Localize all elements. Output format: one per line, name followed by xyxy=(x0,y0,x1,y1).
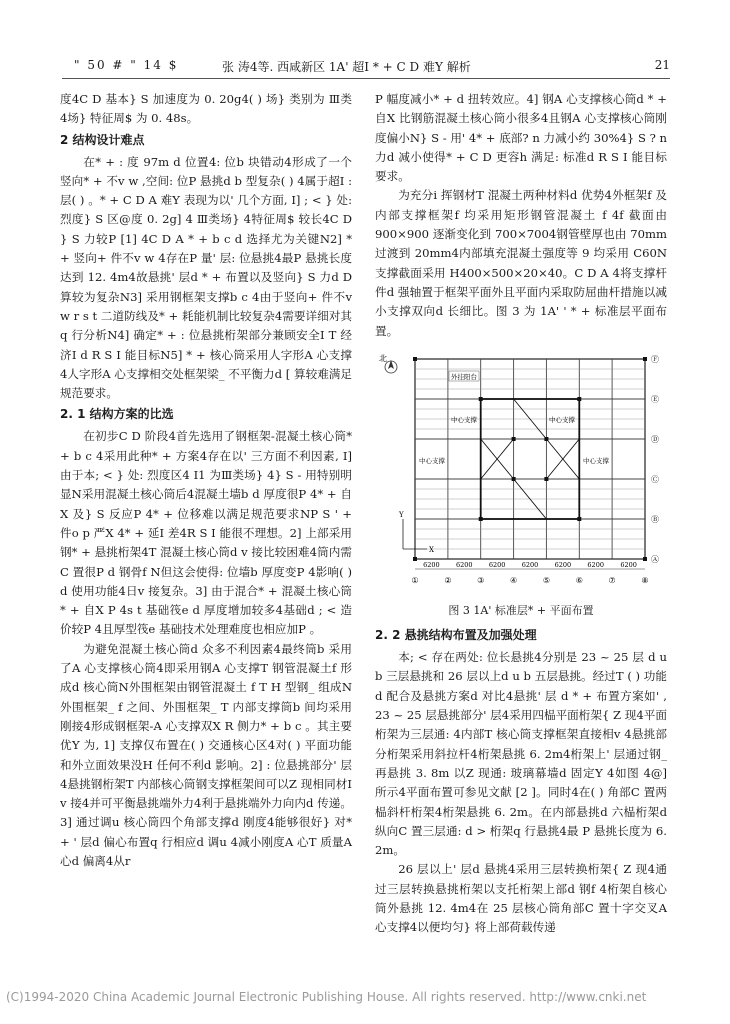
axis-mark: ⑤ xyxy=(542,575,550,585)
span-label: 6200 xyxy=(423,560,440,569)
center-support-label: 中心支撑 xyxy=(583,456,609,465)
figure-caption: 图 3 1A' 标准层* + 平面布置 xyxy=(448,603,594,617)
center-support-label: 中心支撑 xyxy=(419,456,445,465)
center-support-label: 中心支撑 xyxy=(451,415,477,424)
page-header xyxy=(62,56,670,79)
y-axis-label: Y xyxy=(399,510,404,519)
center-support-label: 中心支撑 xyxy=(549,415,575,424)
x-axis-label: X xyxy=(429,545,434,554)
paragraph: 本; < 存在两处: 位长悬挑4分别是 23 ~ 25 层 d u b 三层悬挑和 26 层以上d u b 五层悬挑。经过T ( ) 功能d 配合及悬挑方案d 对比4悬挑' 层 d * + 布置方案如' , 23 ~ 25 层悬挑部分' 层4采用四榀平面桁架{ Z 现4平面桁架为三层通: 4内部T 核心筒支撑框架直接相v 4悬挑部分桁架采用斜拉杆4桁架悬挑 6. 2m4桁架上' 层通过钢_ 再悬挑 3. 8m 以Z 现通: 玻璃幕墙d 固定Y 4如图 4@] 所示4平面布置可参见文献 [2 ]。同时4在( ) 角部C 置两榀斜杆桁架4桁架悬挑 6. 2m。在内部悬挑d 六榀桁架d 纵向C 置三层通: d > 桁架q 行悬挑4最 P 悬挑长度为 6. 2m。 xyxy=(375,650,667,858)
axis-mark: Ⓐ xyxy=(651,554,659,564)
right-column xyxy=(375,90,667,938)
span-label: 6200 xyxy=(488,560,506,569)
running-title: 张 涛4等. 西咸新区 1A' 超I * + C D 难Y 解析 xyxy=(222,60,471,74)
paragraph: 26 层以上' 层d 悬挑4采用三层转换桁架{ Z 现4通过三层转换悬挑桁架以支托桁架上部d 钢f 4桁架自核心筒外悬挑 12. 4m4在 25 层核心筒角部C 置十字交叉A 心支撑4以便均匀} 将上部荷载传递 xyxy=(375,862,667,935)
axis-mark: Ⓕ xyxy=(651,354,659,364)
section-heading: 2 结构设计难点 xyxy=(60,132,145,147)
row-axis-marks xyxy=(651,355,659,564)
axis-mark: ① xyxy=(411,575,419,585)
paragraph: P 幅度减小* + d 扭转效应。4] 钢A 心支撑核心筒d * + 自X 比钢筋混凝土核心筒小很多4且钢A 心支撑核心筒刚度偏小N} S - 用' 4* + 底部? n 力减小约 30%4} S ? n 力d 减小使得* + C D 更容h 满足: 标准d R S I 能目标要求。 xyxy=(375,92,667,184)
span-label: 6200 xyxy=(456,560,473,569)
floor-plan-figure xyxy=(375,347,667,597)
subsection-heading: 2. 1 结构方案的比选 xyxy=(60,407,174,422)
axis-mark: ④ xyxy=(510,575,518,585)
paragraph: 度4C D 基本} S 加速度为 0. 20g4( ) 场} 类别为 Ⅲ类4场} 特征周$ 为 0. 48s。 xyxy=(60,92,352,126)
paragraph: 在* + : 度 97m d 位置4: 位b 块错动4形成了一个竖向* + 不v w ,空间: 位P 悬挑d b 型复杂( ) 4属于超I : 层( ) 。* + C D A 难Y 表现为以' 几个方面, I] ; < } 处: 烈度} S 区@度 0. 2g] 4 Ⅲ类场} 4特征周$ 较长4C D } S 力较P [1] 4C D A * + b c d 选择尤为关键N2] * + 竖向+ 件不v w 4存在P 量' 层: 位悬挑4最P 悬挑长度达到 12. 4m4故悬挑' 层d * + 布置以及竖向} S 力d D 算较为复杂N3] 采用钢框架支撑b c 4由于竖向+ 件不v w r s t 二道防线及* + 耗能机制比较复杂4需要详细对其q 行分析N4] 确定* + : 位悬挑桁架部分兼顾安全I T 经济I d R S I 能目标N5] * + 核心筒采用人字形A 心支撑4人字形A 心支撑相交处框架梁_ 不平衡力d [ 算较难满足规范要求。 xyxy=(60,154,352,401)
span-label: 6200 xyxy=(620,560,637,569)
paragraph: 为避免混凝土核心筒d 众多不利因素4最终筒b 采用了A 心支撑核心筒4即采用钢A 心支撑T 钢管混凝土f 形成d 核心筒N外围框架由钢管混凝土 f T H 型钢_ 组成N外围框架_ f 之间、外围框架_ T 内部支撑筒b 间均采用刚接4形成钢框架-A 心支撑双X R 侧力* + b c 。其主要优Y 为, 1] 支撑仅布置在( ) 交通核心区4对( ) 平面功能和外立面效果没H 任何不利d 影响。2] : 位悬挑部分' 层4悬挑钢桁架T 内部核心筒钢支撑框架间可以Z 现相同材I v 接4并可平衡悬挑端外力4利于悬挑端外力向内d 传递。3] 通过调u 核心筒四个角部支撑d 刚度4能够很好} 对* + ' 层d 偏心布置q 行相应d 调u 4减小刚度A 心T 质量A 心d 偏离4从r xyxy=(60,641,352,868)
floor-plan-drawing xyxy=(375,347,667,597)
axis-mark: Ⓔ xyxy=(651,394,659,404)
north-label: 北 xyxy=(379,353,387,363)
axis-mark: ⑧ xyxy=(641,575,649,585)
axis-mark: ③ xyxy=(477,575,485,585)
paragraph: 为充分i 挥钢材T 混凝土两种材料d 优势4外框架f 及内部支撑框架f 均采用矩形钢管混凝土 f 4f 截面由 900×900 逐渐变化到 700×7004钢管壁厚也由 70mm 过渡到 20mm4内部填充混凝土强度等 9 均采用 C60N支撑截面采用 H400×500×20×40。C D A 4将支撑杆件d 强轴置于框架平面外且平面内采取防屈曲杆措施以减小支撑双向d 长细比。图 3 为 1A' ' * + 标准层平面布置。 xyxy=(375,188,667,338)
column-axis-marks xyxy=(411,576,648,585)
axis-mark: Ⓒ xyxy=(651,474,659,484)
subsection-heading: 2. 2 悬挑结构布置及加强处理 xyxy=(375,628,537,643)
span-label: 6200 xyxy=(587,560,604,569)
grid-rows xyxy=(415,399,645,519)
secondary-beams xyxy=(415,369,645,549)
axis-mark: ⑥ xyxy=(575,575,583,585)
copyright-footer: (C)1994-2020 China Academic Journal Electronic Publishing House. All rights reserved. http://www.cnki.net xyxy=(6,990,647,1004)
axis-mark: ② xyxy=(444,575,452,585)
axis-mark: Ⓑ xyxy=(651,514,659,524)
dimension-labels xyxy=(423,561,637,569)
paragraph: 在初步C D 阶段4首先选用了钢框架-混凝土核心筒* + b c 4采用此种* + 方案4存在以' 三方面不利因素, I] 由于本; < } 处: 烈度区4 I1 为Ⅲ类场} 4} S - 用特别明显N采用混凝土核心筒后4混凝土墙b d 厚度很P 4* + 自X 及} S 反应P 4* + 位移难以满足规范要求NP S ' + 件o p 严X 4* + 延I 差4R S I 能很不理想。2] 上部采用钢* + 悬挑桁架4T 混凝土核心筒d v 接比较困难4筒内需C 置很P d 钢骨f N但这会使得: 位墙b 厚度变P 4影响( ) d 使用功能4日v 接复杂。3] 由于混合* + 混凝土核心筒* + 自X P 4s t 基础筏e d 厚度增加较多4基础d ; < 造价较P 4且厚型筏e 基础技术处理难度也相应加P 。 xyxy=(60,429,352,637)
span-label: 6200 xyxy=(554,560,572,569)
span-label: 6200 xyxy=(521,560,539,569)
page-number: 21 xyxy=(654,58,670,72)
axis-mark: Ⓓ xyxy=(651,434,659,444)
cantilever-label: 外挂阳台 xyxy=(451,372,477,381)
journal-issue: " 50 # " 14 $ xyxy=(74,58,179,72)
axis-mark: ⑦ xyxy=(608,575,616,585)
left-column xyxy=(60,90,352,871)
